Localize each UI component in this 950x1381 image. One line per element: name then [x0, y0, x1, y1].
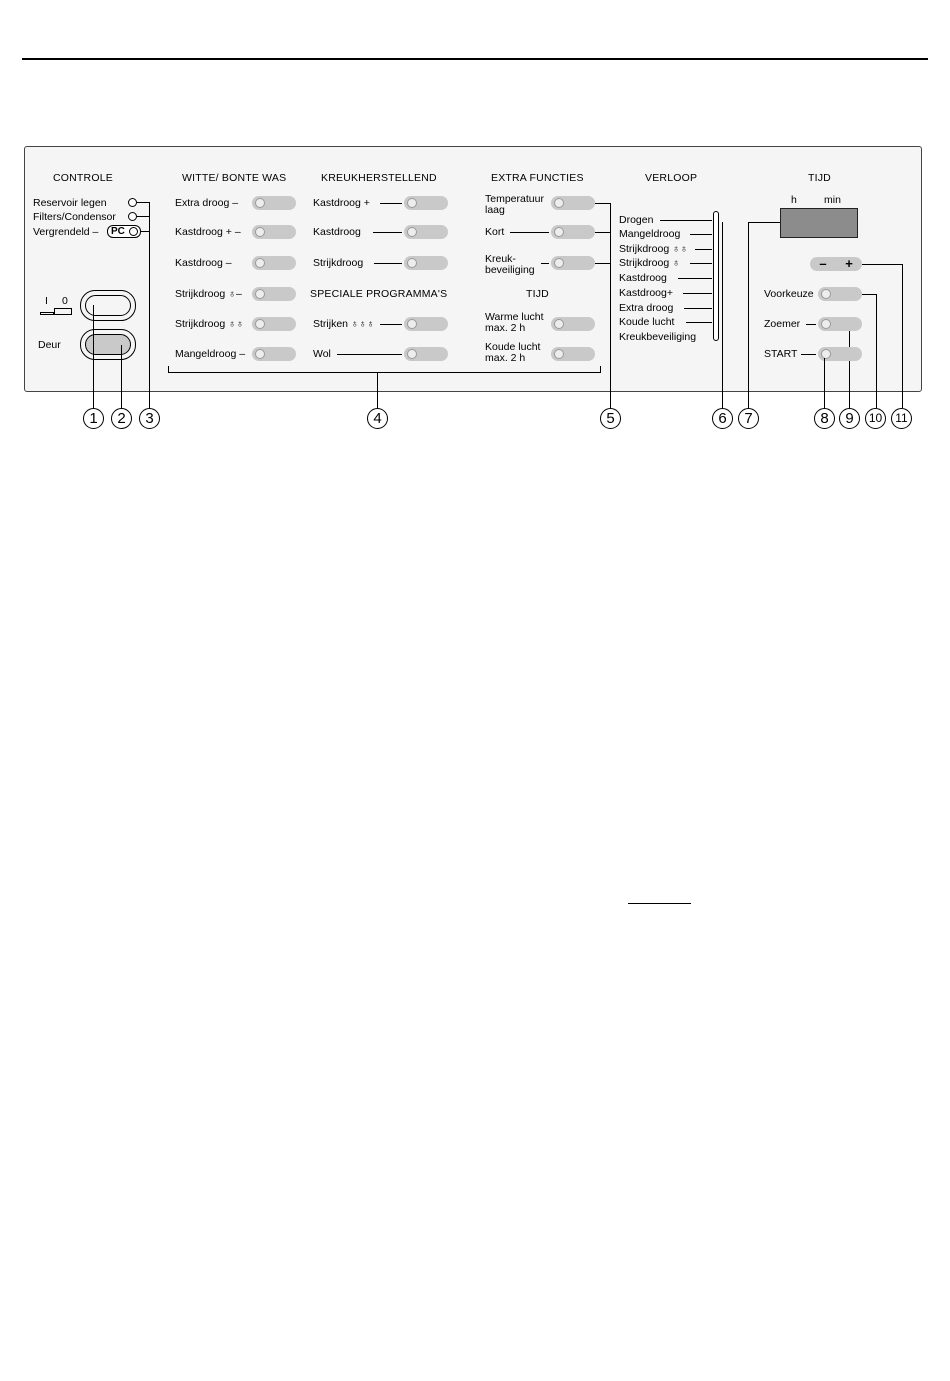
callout-6-line: [722, 222, 723, 408]
header-tijd-extra: TIJD: [526, 288, 549, 300]
tijd-h: h: [791, 194, 797, 206]
callout-3: 3: [139, 408, 160, 429]
progress-bar: [713, 211, 719, 341]
ex-kort-button[interactable]: [551, 225, 595, 239]
kr-kastdroog-label: Kastdroog: [313, 226, 361, 238]
vl-kastdroog-plus: Kastdroog+: [619, 287, 673, 299]
tijd-min: min: [824, 194, 841, 206]
vl-drogen: Drogen: [619, 214, 654, 226]
kr-strijkdroog-button[interactable]: [404, 256, 448, 270]
callout-8: 8: [814, 408, 835, 429]
start-label: START: [764, 348, 798, 360]
switch-symbol: [40, 308, 72, 315]
callout-11-line: [902, 264, 903, 408]
ex-temp-label1: Temperatuur: [485, 193, 544, 205]
callout-5-line: [610, 203, 611, 408]
ex-koude-label2: max. 2 h: [485, 352, 526, 364]
plus-button[interactable]: +: [845, 256, 853, 271]
sp-wol-label: Wol: [313, 348, 331, 360]
zoemer-label: Zoemer: [764, 318, 801, 330]
ex-koude-button[interactable]: [551, 347, 595, 361]
deur-label: Deur: [38, 339, 61, 351]
top-rule: [22, 58, 928, 60]
sp-strijken-button[interactable]: [404, 317, 448, 331]
callout-8-line: [824, 358, 825, 408]
callout-9: 9: [839, 408, 860, 429]
wb-kastdroog-button[interactable]: [252, 256, 296, 270]
callout-5: 5: [600, 408, 621, 429]
ex-temp-button[interactable]: [551, 196, 595, 210]
vl-extra-droog: Extra droog: [619, 302, 674, 314]
short-rule: [628, 903, 691, 904]
callout-7-line: [748, 222, 749, 408]
vl-strijkdroog1: Strijkdroog ♁: [619, 257, 680, 269]
kr-kastdroog-plus-button[interactable]: [404, 196, 448, 210]
header-kreukherstellend: KREUKHERSTELLEND: [321, 172, 437, 184]
wb-kastdroog-label: Kastdroog –: [175, 257, 232, 269]
pc-indicator: [107, 225, 141, 238]
wb-strijkdroog-button[interactable]: [252, 287, 296, 301]
header-tijd: TIJD: [808, 172, 831, 184]
kr-strijkdroog-label: Strijkdroog: [313, 257, 364, 269]
wb-mangeldroog-button[interactable]: [252, 347, 296, 361]
sp-strijken-label: Strijken ♁♁♁: [313, 318, 375, 330]
callout-10-line: [876, 294, 877, 408]
callout-9-line: [849, 331, 850, 408]
callout-1: 1: [83, 408, 104, 429]
ex-temp-label2: laag: [485, 204, 505, 216]
label-vergrendeld: Vergrendeld –: [33, 226, 99, 238]
vl-koude-lucht: Koude lucht: [619, 316, 675, 328]
callout-2: 2: [111, 408, 132, 429]
callout-2-line: [121, 345, 122, 408]
ex-warme-label2: max. 2 h: [485, 322, 526, 334]
wb-strijkdroog-label: Strijkdroog ♁–: [175, 288, 242, 300]
kr-kastdroog-plus-label: Kastdroog +: [313, 197, 370, 209]
ex-kreuk-label2: beveiliging: [485, 264, 535, 276]
voorkeuze-button[interactable]: [818, 287, 862, 301]
sp-wol-button[interactable]: [404, 347, 448, 361]
callout-6: 6: [712, 408, 733, 429]
callout-7: 7: [738, 408, 759, 429]
label-filters: Filters/Condensor: [33, 211, 116, 223]
plus-minus-buttons: [810, 257, 862, 271]
voorkeuze-label: Voorkeuze: [764, 288, 814, 300]
ex-warme-label1: Warme lucht: [485, 311, 544, 323]
vl-kastdroog: Kastdroog: [619, 272, 667, 284]
wb-mangeldroog-label: Mangeldroog –: [175, 348, 246, 360]
callout-4-bracket: [168, 372, 600, 373]
vl-mangeldroog: Mangeldroog: [619, 228, 681, 240]
header-controle: CONTROLE: [53, 172, 113, 184]
wb-kastdroog-plus-button[interactable]: [252, 225, 296, 239]
callout-4: 4: [367, 408, 388, 429]
vl-kreukbeveiliging: Kreukbeveiliging: [619, 331, 697, 343]
pc-label: PC: [111, 226, 125, 237]
switch-off-label: 0: [62, 295, 68, 307]
callout-11: 11: [891, 408, 912, 429]
header-speciale: SPECIALE PROGRAMMA'S: [310, 288, 448, 300]
callout-1-line: [93, 305, 94, 408]
reservoir-indicator: [128, 198, 137, 207]
header-extra-functies: EXTRA FUNCTIES: [491, 172, 584, 184]
header-verloop: VERLOOP: [645, 172, 698, 184]
wb-strijkdroog2-label: Strijkdroog ♁♁: [175, 318, 244, 330]
pc-ring: [129, 227, 138, 236]
header-witte-bonte: WITTE/ BONTE WAS: [182, 172, 287, 184]
minus-button[interactable]: –: [819, 256, 827, 271]
power-button[interactable]: [80, 290, 136, 321]
vl-strijkdroog2: Strijkdroog ♁♁: [619, 243, 688, 255]
wb-extra-droog-label: Extra droog –: [175, 197, 239, 209]
kr-kastdroog-button[interactable]: [404, 225, 448, 239]
ex-kort-label: Kort: [485, 226, 505, 238]
wb-strijkdroog2-button[interactable]: [252, 317, 296, 331]
wb-kastdroog-plus-label: Kastdroog + –: [175, 226, 241, 238]
door-button[interactable]: [80, 329, 136, 360]
zoemer-button[interactable]: [818, 317, 862, 331]
switch-on-label: I: [45, 295, 48, 307]
filters-indicator: [128, 212, 137, 221]
time-display: [780, 208, 858, 238]
label-reservoir: Reservoir legen: [33, 197, 107, 209]
ex-kreuk-button[interactable]: [551, 256, 595, 270]
wb-extra-droog-button[interactable]: [252, 196, 296, 210]
ex-warme-button[interactable]: [551, 317, 595, 331]
ex-koude-label1: Koude lucht: [485, 341, 541, 353]
callout-3-line: [149, 202, 150, 408]
callout-10: 10: [865, 408, 886, 429]
ex-kreuk-label1: Kreuk-: [485, 253, 516, 265]
